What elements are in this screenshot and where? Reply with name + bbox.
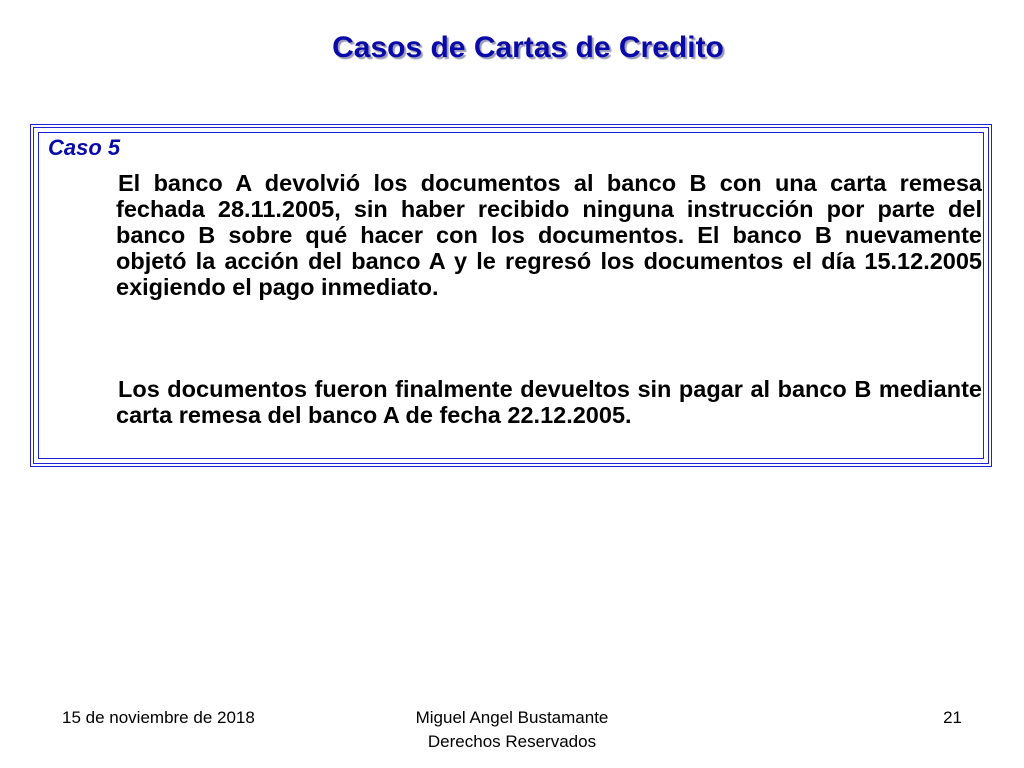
footer-author [362, 706, 662, 754]
case-content-box [30, 124, 992, 467]
case-paragraph-2: Los documentos fueron finalmente devueltos sin pagar al banco B mediante carta remesa del banco A de fecha 22.12.2005. [116, 376, 982, 428]
footer-author-name: Miguel Angel Bustamante [415, 708, 609, 727]
case-heading: Caso 5 [48, 135, 121, 160]
footer-rights: Derechos Reservados [427, 732, 597, 751]
page-number: 21 [943, 708, 962, 727]
case-paragraph-1: El banco A devolvió los documentos al banco B con una carta remesa fechada 28.11.2005, sin haber recibido ninguna instrucción por parte del banco B sobre qué hacer con los documentos. El banco B nuevamente objetó la acción del banco A y le regresó los documentos el día 15.12.2005 exigiendo el pago inmediato. [116, 170, 982, 300]
footer-date: 15 de noviembre de 2018 [62, 708, 255, 727]
slide-title: Casos de Cartas de Credito [332, 31, 724, 64]
